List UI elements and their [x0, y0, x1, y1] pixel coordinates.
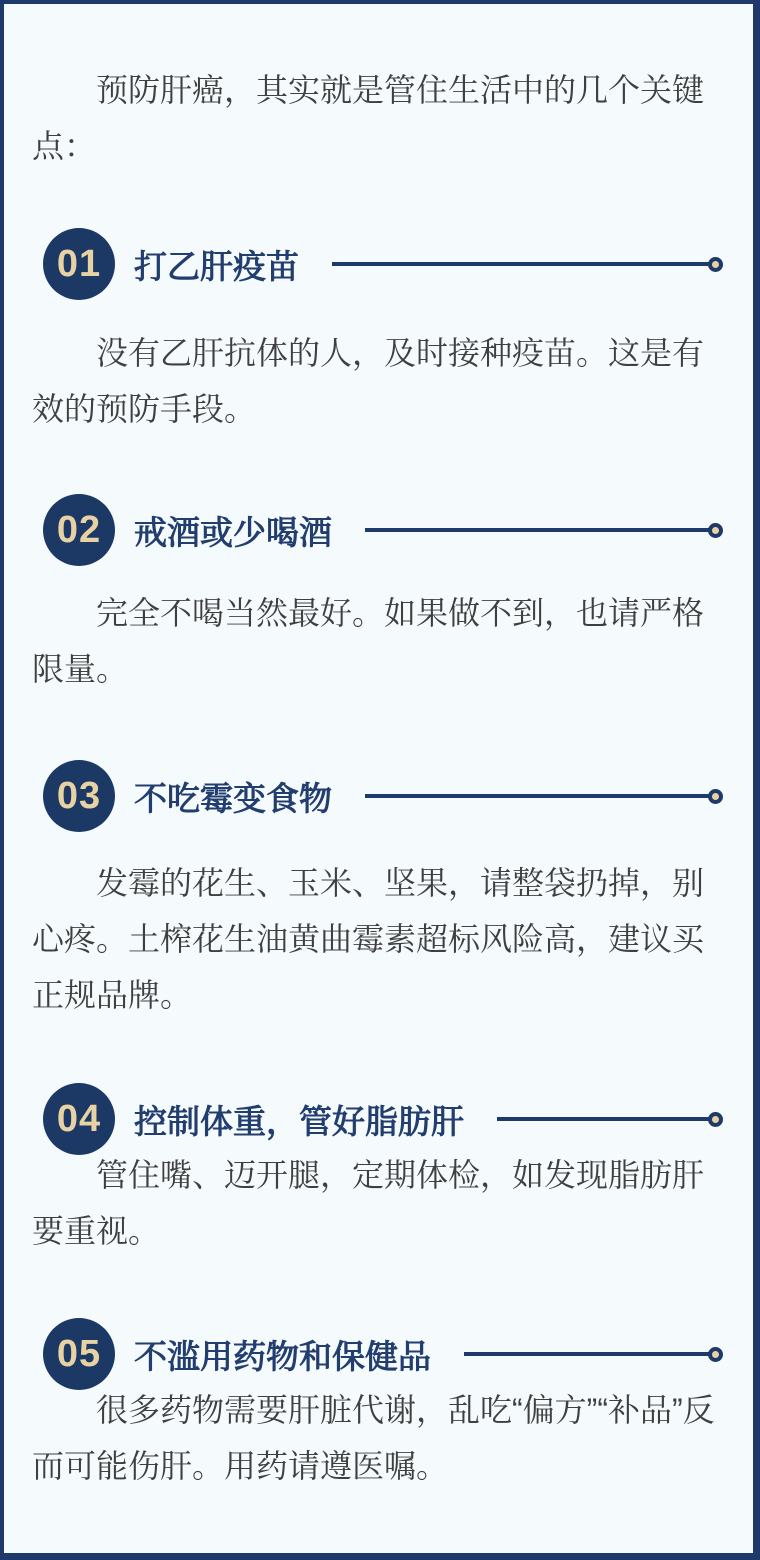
section-2-header	[32, 494, 723, 566]
section-1-title: 打乙肝疫苗	[134, 247, 299, 285]
section-4-title: 控制体重，管好脂肪肝	[134, 1102, 464, 1140]
section-4-body: 管住嘴、迈开腿，定期体检，如发现脂肪肝要重视。	[32, 1157, 705, 1249]
rule-line	[464, 1352, 710, 1356]
section-1-rule	[332, 257, 723, 272]
section-4-rule	[497, 1112, 723, 1127]
section-5-body: 很多药物需要肝脏代谢，乱吃“偏方”“补品”反而可能伤肝。用药请遵医嘱。	[32, 1392, 715, 1484]
section-5-header	[32, 1318, 723, 1390]
section-1-body: 没有乙肝抗体的人，及时接种疫苗。这是有效的预防手段。	[32, 335, 705, 427]
section-5-number-badge: 05	[43, 1318, 115, 1390]
section-1-number-badge: 01	[43, 228, 115, 300]
section-3-body: 发霉的花生、玉米、坚果，请整袋扔掉，别心疼。土榨花生油黄曲霉素超标风险高，建议买正规品牌。	[32, 865, 705, 1013]
rule-line	[365, 528, 710, 532]
rule-end-dot-icon	[708, 1347, 723, 1362]
section-2-title: 戒酒或少喝酒	[134, 513, 332, 551]
section-5-title: 不滥用药物和保健品	[134, 1337, 431, 1375]
rule-end-dot-icon	[708, 257, 723, 272]
rule-end-dot-icon	[708, 523, 723, 538]
section-4-number-badge: 04	[43, 1083, 115, 1155]
section-2-body: 完全不喝当然最好。如果做不到，也请严格限量。	[32, 595, 705, 687]
section-2-rule	[365, 523, 723, 538]
section-3-title: 不吃霉变食物	[134, 779, 332, 817]
section-3-number-badge: 03	[43, 760, 115, 832]
rule-line	[365, 794, 710, 798]
rule-line	[332, 262, 710, 266]
rule-line	[497, 1117, 710, 1121]
section-1-header	[32, 228, 723, 300]
rule-end-dot-icon	[708, 1112, 723, 1127]
section-3-rule	[365, 789, 723, 804]
section-5-rule	[464, 1347, 723, 1362]
section-4-header	[32, 1083, 723, 1155]
section-2-number-badge: 02	[43, 494, 115, 566]
section-3-header	[32, 760, 723, 832]
intro-paragraph: 预防肝癌，其实就是管住生活中的几个关键点：	[32, 72, 705, 164]
rule-end-dot-icon	[708, 789, 723, 804]
